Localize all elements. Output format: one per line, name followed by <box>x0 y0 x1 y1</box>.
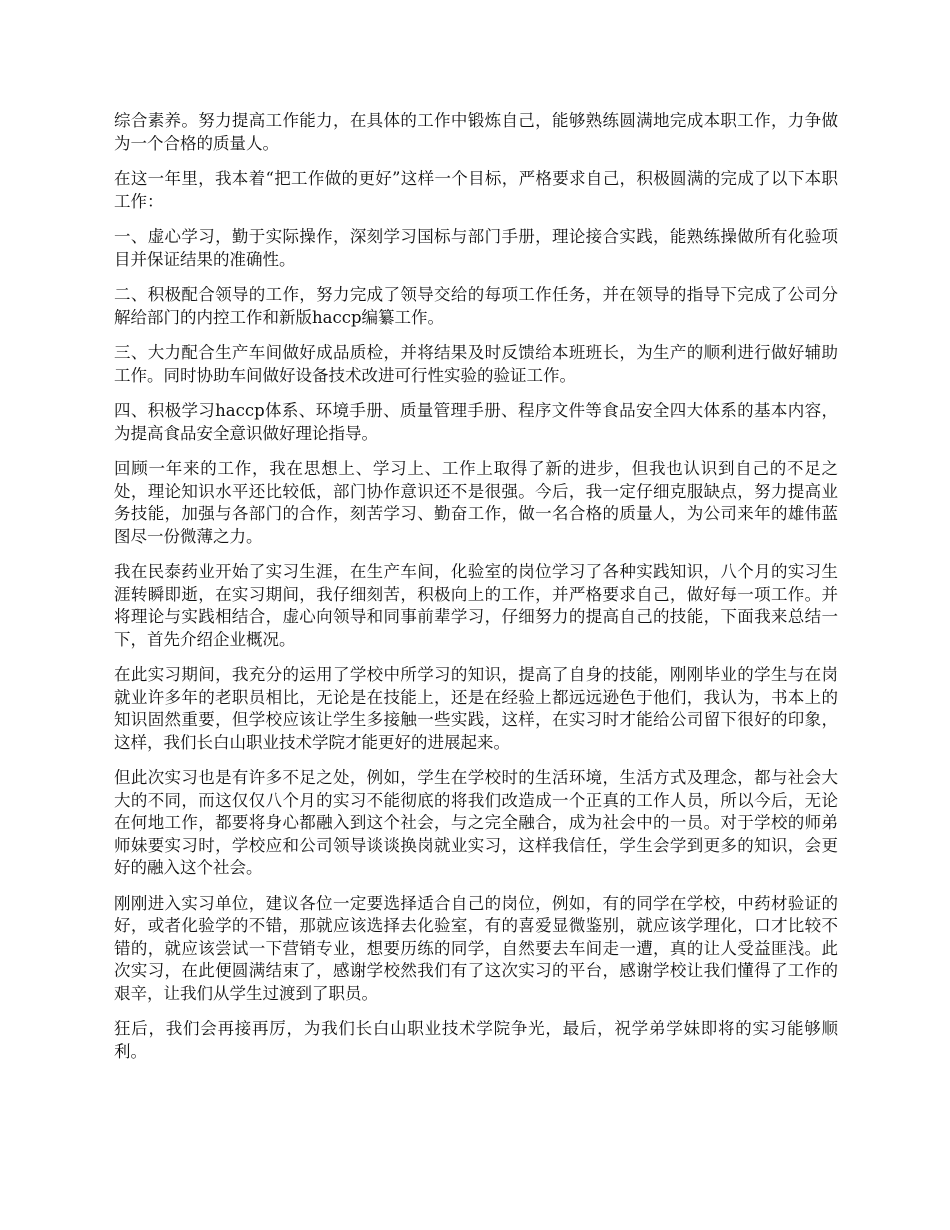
paragraph: 刚刚进入实习单位，建议各位一定要选择适合自己的岗位，例如，有的同学在学校，中药材验证的好，或者化验学的不错，那就应该选择去化验室，有的喜爱显微鉴别，就应该学理化，口才比较不错的，就应该尝试一下营销专业，想要历练的同学，自然要去车间走一遭，真的让人受益匪浅。此次实习，在此便圆满结束了，感谢学校然我们有了这次实习的平台，感谢学校让我们懂得了工作的艰辛，让我们从学生过渡到了职员。 <box>114 893 838 1003</box>
paragraph: 回顾一年来的工作，我在思想上、学习上、工作上取得了新的进步，但我也认识到自己的不足之处，理论知识水平还比较低，部门协作意识还不是很强。今后，我一定仔细克服缺点，努力提高业务技能，加强与各部门的合作，刻苦学习、勤奋工作，做一名合格的质量人，为公司来年的雄伟蓝图尽一份微薄之力。 <box>114 459 838 546</box>
paragraph: 四、积极学习haccp体系、环境手册、质量管理手册、程序文件等食品安全四大体系的基本内容，为提高食品安全意识做好理论指导。 <box>114 401 838 443</box>
paragraph: 在此实习期间，我充分的运用了学校中所学习的知识，提高了自身的技能，刚刚毕业的学生与在岗就业许多年的老职员相比，无论是在技能上，还是在经验上都远远逊色于他们，我认为，书本上的知识固然重要，但学校应该让学生多接触一些实践，这样，在实习时才能给公司留下很好的印象，这样，我们长白山职业技术学院才能更好的进展起来。 <box>114 665 838 752</box>
paragraph: 我在民泰药业开始了实习生涯，在生产车间，化验室的岗位学习了各种实践知识，八个月的实习生涯转瞬即逝，在实习期间，我仔细刻苦，积极向上的工作，并严格要求自己，做好每一项工作。并将理论与实践相结合，虚心向领导和同事前辈学习，仔细努力的提高自己的技能，下面我来总结一下，首先介绍企业概况。 <box>114 562 838 649</box>
document-body <box>114 110 838 1076</box>
paragraph: 狂后，我们会再接再厉，为我们长白山职业技术学院争光，最后，祝学弟学妹即将的实习能够顺利。 <box>114 1019 838 1061</box>
paragraph: 但此次实习也是有许多不足之处，例如，学生在学校时的生活环境，生活方式及理念，都与社会大大的不同，而这仅仅八个月的实习不能彻底的将我们改造成一个正真的工作人员，所以今后，无论在何地工作，都要将身心都融入到这个社会，与之完全融合，成为社会中的一员。对于学校的师弟师妹要实习时，学校应和公司领导谈谈换岗就业实习，这样我信任，学生会学到更多的知识，会更好的融入这个社会。 <box>114 768 838 877</box>
paragraph: 综合素养。努力提高工作能力，在具体的工作中锻炼自己，能够熟练圆满地完成本职工作，力争做为一个合格的质量人。 <box>114 111 838 153</box>
paragraph: 在这一年里，我本着“把工作做的更好”这样一个目标，严格要求自己，积极圆满的完成了以下本职工作： <box>114 169 838 211</box>
paragraph: 三、大力配合生产车间做好成品质检，并将结果及时反馈给本班班长，为生产的顺利进行做好辅助工作。同时协助车间做好设备技术改进可行性实验的验证工作。 <box>114 343 838 385</box>
paragraph: 二、积极配合领导的工作，努力完成了领导交给的每项工作任务，并在领导的指导下完成了公司分解给部门的内控工作和新版haccp编纂工作。 <box>114 285 838 327</box>
paragraph: 一、虚心学习，勤于实际操作，深刻学习国标与部门手册，理论接合实践，能熟练操做所有化验项目并保证结果的准确性。 <box>114 227 838 269</box>
